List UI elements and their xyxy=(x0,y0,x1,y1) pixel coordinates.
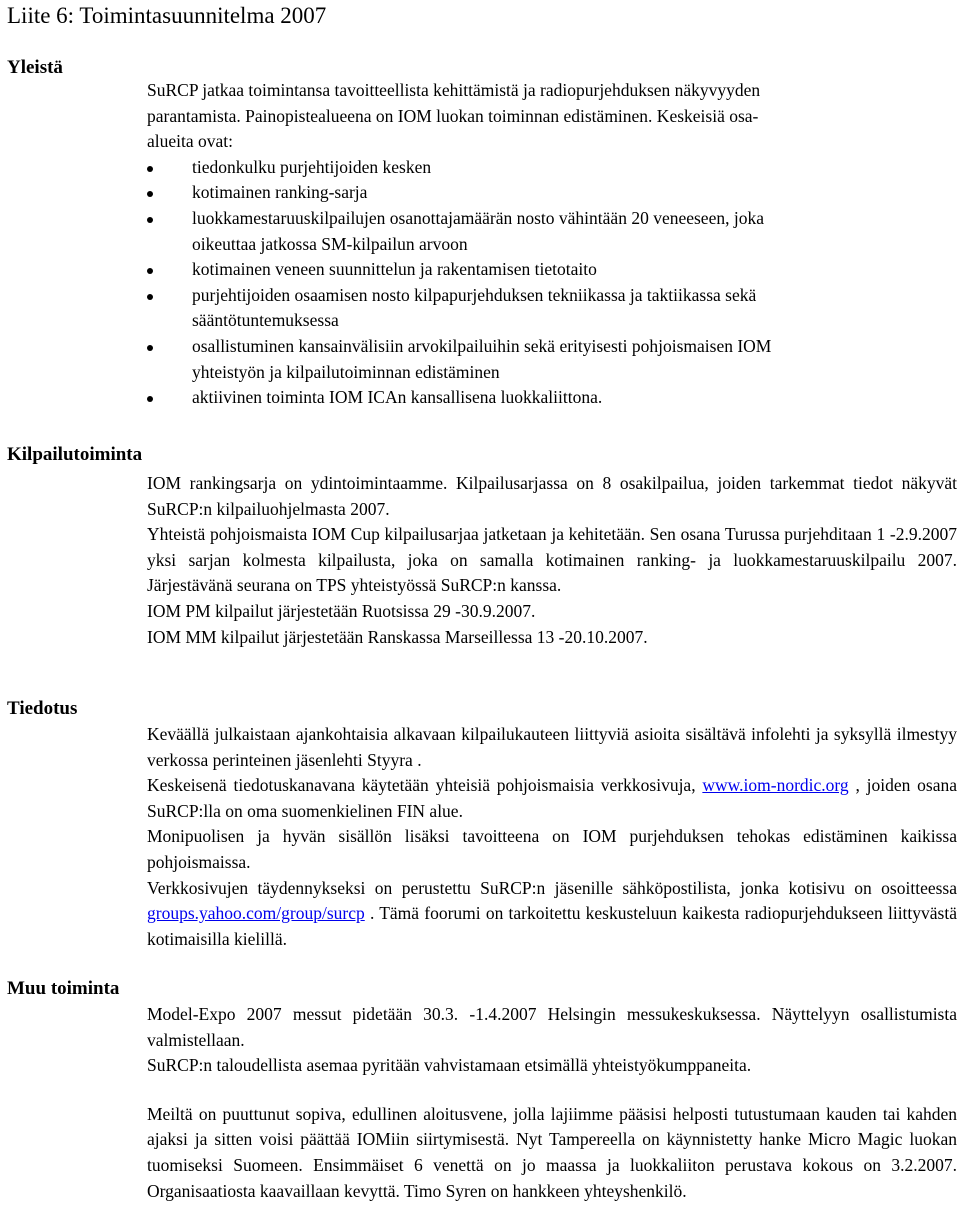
muu-paragraph: Model-Expo 2007 messut pidetään 30.3. -1.4.2007 Helsingin messukeskuksessa. Näyttelyyn osallistumista valmistellaan. xyxy=(147,1004,957,1050)
bullet-item: osallistuminen kansainvälisiin arvokilpailuihin sekä erityisesti pohjoismaisen IOM yhteistyön ja kilpailutoiminnan edistäminen xyxy=(147,334,957,385)
bullet-icon xyxy=(147,166,153,172)
section-label-kilpailutoiminta: Kilpailutoiminta xyxy=(7,444,143,465)
section-label-yleista: Yleistä xyxy=(7,57,63,78)
bullet-item: aktiivinen toiminta IOM ICAn kansallisena luokkaliittona. xyxy=(147,385,957,411)
bullet-item: kotimainen veneen suunnittelun ja rakentamisen tietotaito xyxy=(147,257,957,283)
tiedotus-content xyxy=(147,722,957,952)
bullet-icon xyxy=(147,396,153,402)
muu-paragraph: Meiltä on puuttunut sopiva, edullinen aloitusvene, jolla lajiimme pääsisi helposti tutustumaan kauden tai kahden ajaksi ja sitten voisi päättää IOMiin siirtymisestä. Nyt Tampereella on käynnistetty hanke Micro Magic luokan tuomiseksi Suomeen. Ensimmäiset 6 venettä on jo maassa ja luokkaliiton perustava kokous on 3.2.2007. Organisaatiosta kaavaillaan kevyttä. Timo Syren on hankkeen yhteyshenkilö. xyxy=(147,1103,957,1201)
kilpailu-paragraph: IOM PM kilpailut järjestetään Ruotsissa 29 -30.9.2007. xyxy=(147,600,536,621)
kilpailu-paragraph: Yhteistä pohjoismaista IOM Cup kilpailusarjaa jatketaan ja kehitetään. Sen osana Turussa purjehditaan 1 -2.9.2007 yksi sarjan kolmesta kilpailusta, joka on samalla kotimainen ranking- ja luokkamestaruuskilpailu 2007. Järjestävänä seurana on TPS yhteistyössä SuRCP:n kanssa. xyxy=(147,524,957,596)
muu-content xyxy=(147,1002,957,1204)
intro-line-2: parantamista. Painopistealueena on IOM luokan toiminnan edistäminen. Keskeisiä osa- xyxy=(147,105,759,126)
kilpailu-paragraph: IOM rankingsarja on ydintoimintaamme. Kilpailusarjassa on 8 osakilpailua, joiden tarkemmat tiedot näkyvät SuRCP:n kilpailuohjelmasta 2007. xyxy=(147,473,957,519)
yahoo-group-link[interactable]: groups.yahoo.com/group/surcp xyxy=(147,903,365,924)
bullet-item: tiedonkulku purjehtijoiden kesken xyxy=(147,155,957,181)
iom-nordic-link[interactable]: www.iom-nordic.org xyxy=(702,775,849,796)
tiedotus-paragraph: Monipuolisen ja hyvän sisällön lisäksi tavoitteena on IOM purjehduksen tehokas edistäminen kaikissa pohjoismaissa. xyxy=(147,826,957,872)
kilpailu-paragraph: IOM MM kilpailut järjestetään Ranskassa Marseillessa 13 -20.10.2007. xyxy=(147,626,648,647)
yleista-bullet-list xyxy=(147,155,957,411)
bullet-item: kotimainen ranking-sarja xyxy=(147,180,957,206)
tiedotus-paragraph: Keskeisenä tiedotuskanavana käytetään yhteisiä pohjoismaisia verkkosivuja, www.iom-nordic.org , joiden osana SuRCP:lla on oma suomenkielinen FIN alue. xyxy=(147,775,957,821)
paragraph-gap xyxy=(147,1079,957,1102)
bullet-icon xyxy=(147,268,153,274)
tiedotus-paragraph: Keväällä julkaistaan ajankohtaisia alkavaan kilpailukauteen liittyviä asioita sisältävä infolehti ja syksyllä ilmestyy verkossa perinteinen jäsenlehti Styyra . xyxy=(147,724,957,770)
section-label-tiedotus: Tiedotus xyxy=(7,698,78,719)
bullet-icon xyxy=(147,191,153,197)
page-title: Liite 6: Toimintasuunnitelma 2007 xyxy=(7,3,327,28)
intro-line-1: SuRCP jatkaa toimintansa tavoitteellista kehittämistä ja radiopurjehduksen näkyvyyden xyxy=(147,80,761,100)
bullet-icon xyxy=(147,345,153,351)
bullet-item: luokkamestaruuskilpailujen osanottajamäärän nosto vähintään 20 veneeseen, joka oikeuttaa jatkossa SM-kilpailun arvoon xyxy=(147,206,957,257)
tiedotus-paragraph: Verkkosivujen täydennykseksi on perustettu SuRCP:n jäsenille sähköpostilista, jonka kotisivu on osoitteessa groups.yahoo.com/group/surcp . Tämä foorumi on tarkoitettu keskusteluun kaikesta radiopurjehdukseen liittyvästä kotimaisilla kielillä. xyxy=(147,877,957,949)
muu-paragraph: SuRCP:n taloudellista asemaa pyritään vahvistamaan etsimällä yhteistyökumppaneita. xyxy=(147,1055,752,1076)
bullet-item: purjehtijoiden osaamisen nosto kilpapurjehduksen tekniikassa ja taktiikassa sekä sääntötuntemuksessa xyxy=(147,283,957,334)
yleista-content xyxy=(147,78,957,411)
bullet-icon xyxy=(147,217,153,223)
intro-line-3: alueita ovat: xyxy=(147,131,234,152)
kilpailu-content xyxy=(147,471,957,650)
section-label-muu-toiminta: Muu toiminta xyxy=(7,978,120,999)
bullet-icon xyxy=(147,294,153,300)
